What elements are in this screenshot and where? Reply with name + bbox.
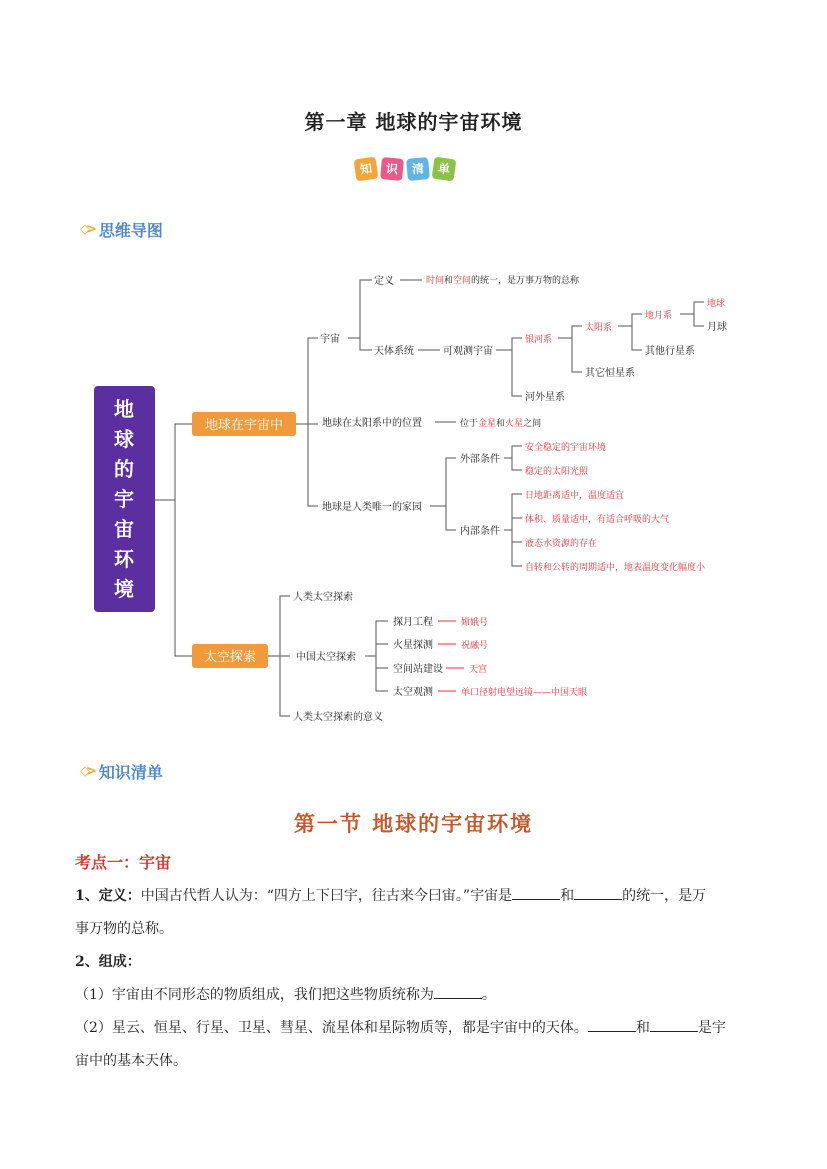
chevron-diamond-icon: ◇> (80, 764, 93, 779)
svg-text:的: 的 (114, 457, 134, 481)
node-exploration-meaning: 人类太空探索的意义 (293, 712, 383, 723)
node-solar-system: 太阳系 (585, 323, 613, 333)
composition-1-end: 。 (481, 987, 496, 1003)
knowledge-list-badge (355, 158, 455, 180)
node-china-item-4: 太空观测 (393, 687, 433, 698)
node-china-item-1: 探月工程 (393, 617, 433, 628)
section-heading-label: 思维导图 (98, 221, 163, 240)
definition-text-d: 事万物的总称。 (75, 921, 173, 937)
badge-char-4: 单 (432, 157, 457, 182)
node-earth: 地球 (707, 299, 726, 309)
node-ext-item-2: 稳定的太阳光照 (525, 467, 589, 477)
chevron-diamond-icon: ◇> (80, 222, 93, 237)
fill-blank[interactable] (650, 1017, 698, 1032)
svg-text:宇: 宇 (114, 487, 134, 511)
node-extragalactic: 河外星系 (525, 392, 565, 403)
node-observable: 可观测宇宙 (443, 346, 493, 357)
fill-blank[interactable] (512, 885, 560, 900)
subsection-title: 第一节 地球的宇宙环境 (293, 811, 534, 836)
svg-text:球: 球 (114, 427, 134, 451)
svg-text:地: 地 (114, 397, 134, 421)
mind-map (0, 250, 827, 740)
section-heading-knowledge (80, 760, 163, 783)
node-definition-note: 时间和空间的统一，是万事万物的总称 (426, 276, 580, 286)
node-china-item-2: 火星探测 (393, 640, 433, 651)
composition-1-text: （1）宇宙由不同形态的物质组成，我们把这些物质统称为 (75, 987, 434, 1003)
node-other-planets: 其他行星系 (645, 346, 695, 357)
node-external: 外部条件 (460, 454, 500, 465)
node-int-item-4: 自转和公转的周期适中，地表温度变化幅度小 (525, 563, 706, 573)
node-china-exploration: 中国太空探索 (296, 652, 356, 663)
node-earth-moon: 地月系 (645, 311, 673, 321)
node-universe: 宇宙 (320, 334, 340, 345)
node-int-item-2: 体积、质量适中，有适合呼吸的大气 (525, 515, 670, 525)
fill-blank[interactable] (434, 984, 482, 999)
paragraph-definition (75, 880, 755, 946)
fill-blank[interactable] (574, 885, 622, 900)
section-heading-label: 知识清单 (98, 763, 163, 782)
paragraph-composition-1 (75, 979, 755, 1012)
node-china-value-1: 嫦娥号 (461, 618, 489, 628)
fill-blank[interactable] (588, 1017, 636, 1032)
svg-text:境: 境 (114, 577, 134, 601)
node-position-note: 位于金星和火星之间 (460, 419, 542, 429)
node-celestial-system: 天体系统 (374, 346, 414, 357)
node-position: 地球在太阳系中的位置 (322, 418, 422, 429)
paragraph-composition-label (75, 946, 755, 979)
node-unique-home: 地球是人类唯一的家园 (322, 502, 422, 513)
svg-text:环: 环 (114, 547, 134, 571)
node-china-value-2: 祝融号 (461, 641, 489, 651)
node-china-value-3: 天宫 (469, 665, 488, 675)
node-internal: 内部条件 (460, 526, 500, 537)
exam-point-heading: 考点一：宇宙 (75, 853, 172, 872)
node-milky-way: 银河系 (525, 335, 553, 345)
branch2-label: 太空探索 (203, 650, 257, 665)
node-moon: 月球 (707, 322, 727, 333)
composition-label: 2、组成： (75, 954, 141, 970)
badge-char-2: 识 (380, 157, 404, 181)
node-china-value-4: 单口径射电望远镜——中国天眼 (461, 688, 588, 698)
composition-2-text-b: 和 (635, 1020, 650, 1036)
node-int-item-3: 液态水资源的存在 (525, 539, 598, 549)
composition-2-text-d: 宙中的基本天体。 (75, 1053, 187, 1069)
node-int-item-1: 日地距离适中，温度适宜 (525, 491, 625, 501)
node-definition: 定义 (374, 276, 394, 287)
badge-char-3: 清 (406, 157, 430, 181)
branch1-label: 地球在宇宙中 (204, 418, 284, 433)
badge-char-1: 知 (354, 157, 379, 182)
section-heading-mindmap (80, 218, 163, 241)
page-title: 第一章 地球的宇宙环境 (304, 110, 523, 134)
definition-text-c: 的统一，是万 (622, 888, 707, 904)
composition-2-text-a: （2）星云、恒星、行星、卫星、彗星、流星体和星际物质等，都是宇宙中的天体。 (75, 1020, 588, 1036)
node-other-stars: 其它恒星系 (585, 368, 635, 379)
definition-text-a: 中国古代哲人认为：“四方上下曰宇，往古来今曰宙。”宇宙是 (140, 888, 513, 904)
node-human-exploration: 人类太空探索 (293, 592, 353, 603)
definition-label: 1、定义： (75, 888, 141, 904)
paragraph-composition-2 (75, 1012, 755, 1078)
node-china-item-3: 空间站建设 (393, 664, 443, 675)
composition-2-text-c: 是宇 (697, 1020, 726, 1036)
svg-text:宙: 宙 (114, 517, 134, 541)
node-ext-item-1: 安全稳定的宇宙环境 (525, 443, 607, 453)
definition-text-b: 和 (560, 888, 575, 904)
